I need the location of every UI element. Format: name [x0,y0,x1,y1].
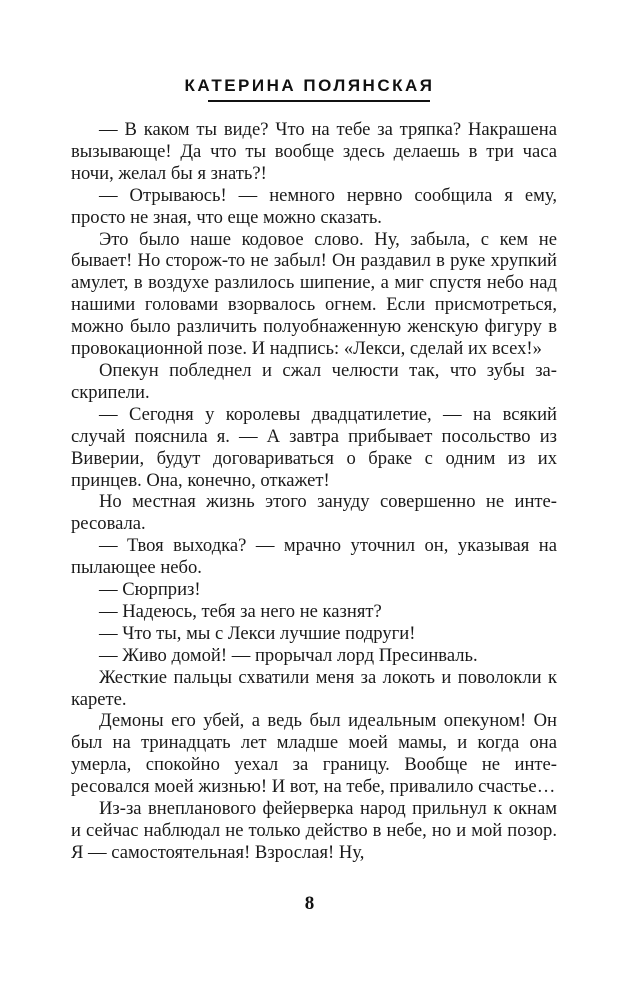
paragraph: Но местная жизнь этого зануду совершенно не интересовала. [71,491,557,535]
paragraph: — Надеюсь, тебя за него не казнят? [99,600,382,622]
paragraph: Опекун побледнел и сжал челюсти так, что зубы заскрипели. [71,359,557,403]
paragraph: Демоны его убей, а ведь был идеальным опекуном! Он был на тринадцать лет младше моей мамы, и когда она умерла, спокойно уехал за границу. Вообще не интересовался моей жизнью! И вот, на тебе, привалило счастье… [71,710,557,798]
paragraph: — Сюрприз! [99,579,201,601]
paragraph: Из-за внепланового фейерверка народ прильнул к окнам и сейчас наблюдал не только действо в небе, но и мой позор. Я — самостоятельная! Взрослая! Ну, [71,798,557,863]
running-header-author: КАТЕРИНА ПОЛЯНСКАЯ [184,76,435,95]
paragraph: — Что ты, мы с Лекси лучшие подруги! [99,622,416,644]
paragraph: Это было наше кодовое слово. Ну, забыла, с кем не бывает! Но сторож-то не забыл! Он раздавил в руке хрупкий амулет, в воздухе разлилось шипение, а миг спустя небо над нашими головами взорвалось огнем. Если присмотреться, можно было различить полуобнаженную женскую фигуру в провокационной позе. И надпись: «Лекси, сделай их всех!» [71,228,557,360]
paragraph: — Сегодня у королевы двадцатилетие, — на всякий случай пояснила я. — А завтра прибывает посольство из Виверии, будут договариваться о браке с одним из их принцев. Она, конечно, откажет! [71,403,557,491]
page-number: 8 [304,893,315,914]
paragraph: — В каком ты виде? Что на тебе за тряпка? Накрашена вызывающе! Да что ты вообще здесь делаешь в три часа ночи, желал бы я знать?! [71,119,557,184]
paragraph: Жесткие пальцы схватили меня за локоть и поволокли к карете. [71,666,557,710]
header-underline [208,100,430,102]
paragraph: — Твоя выходка? — мрачно уточнил он, указывая на пылающее небо. [71,535,557,579]
body-text [71,119,557,864]
paragraph: — Отрываюсь! — немного нервно сообщила я ему, просто не зная, что еще можно сказать. [71,184,557,228]
paragraph: — Живо домой! — прорычал лорд Пресинваль. [99,644,478,666]
